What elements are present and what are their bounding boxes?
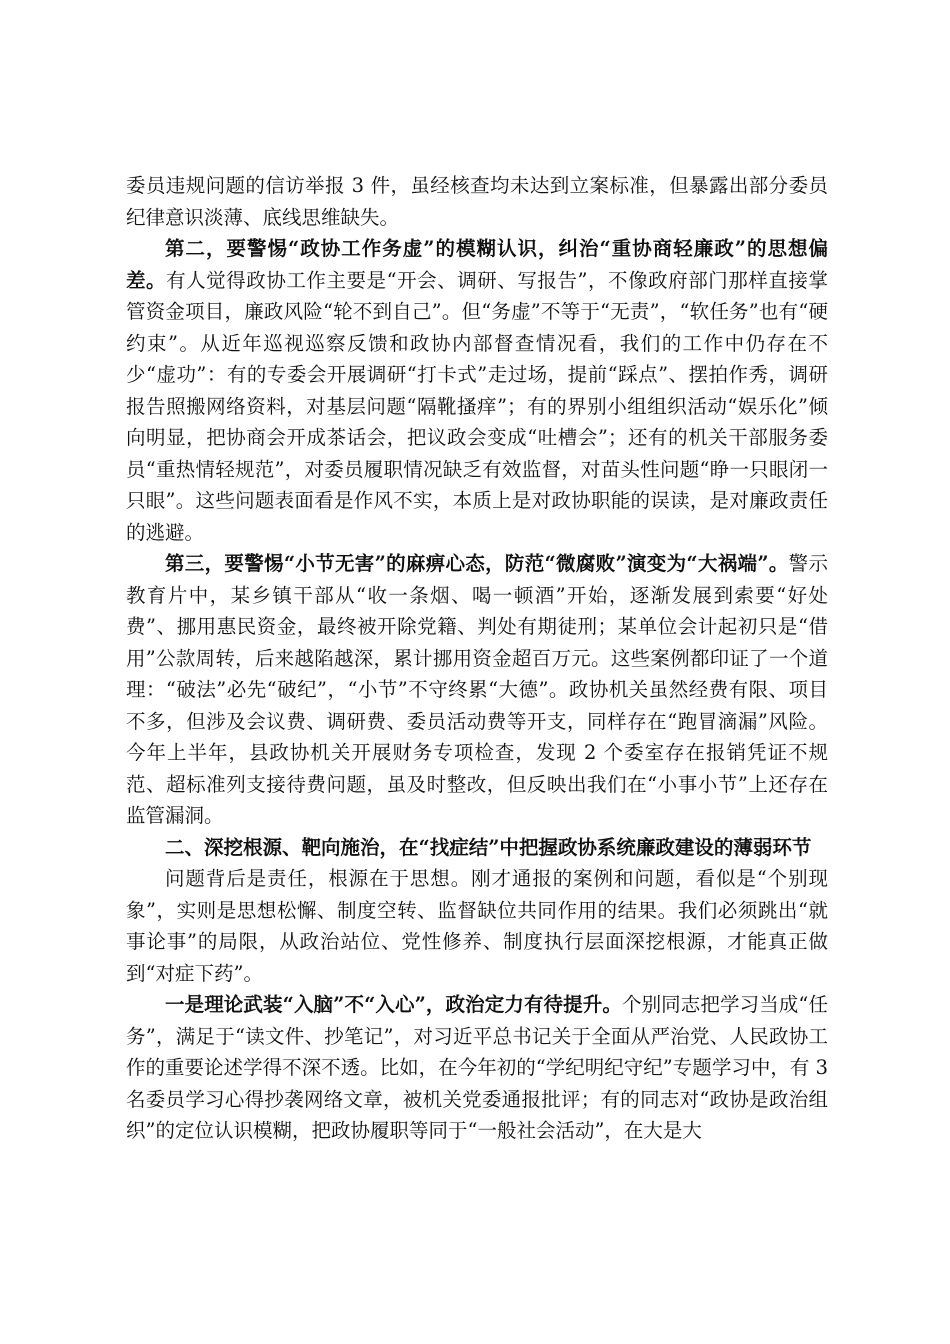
paragraph-text: 委员违规问题的信访举报 3 件，虽经核查均未达到立案标准，但暴露出部分委员纪律意识淡薄、底线思维缺失。 [126,174,828,229]
section-heading-text: 二、深挖根源、靶向施治，在“找症结”中把握政协系统廉政建设的薄弱环节 [165,835,812,859]
paragraph-lead: 第二，要警惕“政协工作务虚”的模糊认识，纠治“重协商轻廉政”的思想偏差。 [126,237,828,292]
paragraph-text: 问题背后是责任，根源在于思想。刚才通报的案例和问题，看似是“个别现象”，实则是思想松懈、制度空转、监督缺位共同作用的结果。我们必须跳出“就事论事”的局限，从政治站位、党性修养、制度执行层面深挖根源，才能真正做到“对症下药”。 [126,867,828,985]
paragraph-first-cause [126,989,828,1147]
paragraph-text: 个别同志把学习当成“任务”，满足于“读文件、抄笔记”，对习近平总书记关于全面从严治党、人民政协工作的重要论述学得不深不透。比如，在今年初的“学纪明纪守纪”专题学习中，有 3 名委员学习心得抄袭网络文章，被机关党委通报批评；有的同志对“政协是政治组织”的定位认识模糊，把政协履职等同于“一般社会活动”，在大是大 [126,993,828,1142]
document-body [126,170,828,1147]
paragraph-lead: 一是理论武装“入脑”不“入心”，政治定力有待提升。 [165,993,622,1016]
paragraph-text: 警示教育片中，某乡镇干部从“收一条烟、喝一顿酒”开始，逐渐发展到索要“好处费”、挪用惠民资金，最终被开除党籍、判处有期徒刑；某单位会计起初只是“借用”公款周转，后来越陷越深，累计挪用资金超百万元。这些案例都印证了一个道理：“破法”必先“破纪”，“小节”不守终累“大德”。政协机关虽然经费有限、项目不多，但涉及会议费、调研费、委员活动费等开支，同样存在“跑冒滴漏”风险。今年上半年，县政协机关开展财务专项检查，发现 2 个委室存在报销凭证不规范、超标准列支接待费问题，虽及时整改，但反映出我们在“小事小节”上还存在监管漏洞。 [126,552,828,827]
paragraph-continuation [126,170,828,233]
paragraph-intro [126,863,828,989]
section-heading [126,832,828,864]
paragraph-lead: 第三，要警惕“小节无害”的麻痹心态，防范“微腐败”演变为“大祸端”。 [165,552,789,575]
paragraph-second-point [126,233,828,548]
paragraph-text: 有人觉得政协工作主要是“开会、调研、写报告”，不像政府部门那样直接掌管资金项目，廉政风险“轮不到自己”。但“务虚”不等于“无责”，“软任务”也有“硬约束”。从近年巡视巡察反馈和政协内部督查情况看，我们的工作中仍存在不少“虚功”：有的专委会开展调研“打卡式”走过场，提前“踩点”、摆拍作秀，调研报告照搬网络资料，对基层问题“隔靴搔痒”；有的界别小组组织活动“娱乐化”倾向明显，把协商会开成茶话会，把议政会变成“吐槽会”；还有的机关干部服务委员“重热情轻规范”，对委员履职情况缺乏有效监督，对苗头性问题“睁一只眼闭一只眼”。这些问题表面看是作风不实，本质上是对政协职能的误读，是对廉政责任的逃避。 [126,268,828,544]
paragraph-third-point [126,548,828,832]
